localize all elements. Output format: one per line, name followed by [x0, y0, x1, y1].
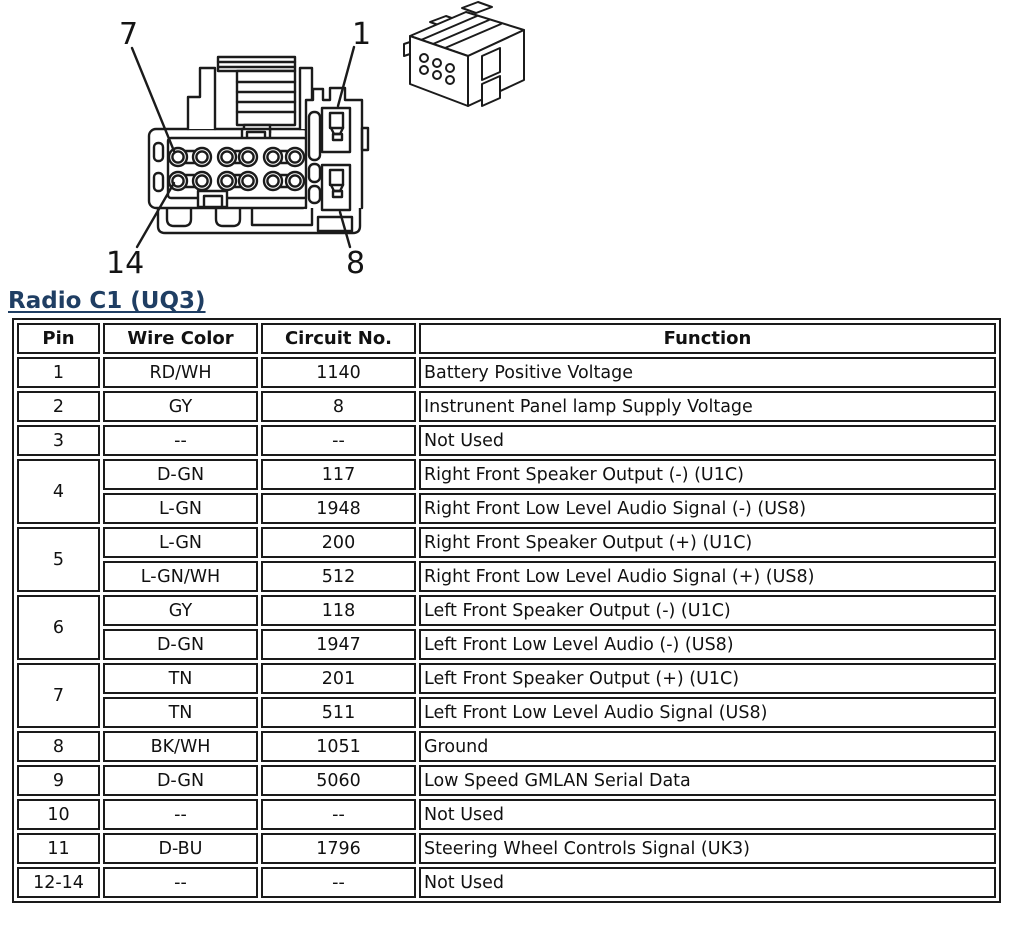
- function-cell: Not Used: [419, 425, 996, 456]
- pin-cell: 7: [17, 663, 100, 728]
- pin-cell: 9: [17, 765, 100, 796]
- wire-color-cell: D-GN: [103, 459, 258, 490]
- table-row: [17, 731, 996, 762]
- circuit-number-cell: 117: [261, 459, 416, 490]
- wire-color-cell: L-GN: [103, 527, 258, 558]
- pinout-table-body: [17, 357, 996, 898]
- pinout-table: [12, 318, 1001, 903]
- pin-cell: 6: [17, 595, 100, 660]
- wire-color-cell: D-GN: [103, 765, 258, 796]
- table-header-row: [17, 323, 996, 354]
- pin-cell: 3: [17, 425, 100, 456]
- function-cell: Instrunent Panel lamp Supply Voltage: [419, 391, 996, 422]
- circuit-number-cell: 1051: [261, 731, 416, 762]
- table-row: [17, 697, 996, 728]
- circuit-number-cell: 200: [261, 527, 416, 558]
- page-title-link[interactable]: Radio C1 (UQ3): [8, 288, 206, 314]
- table-row: [17, 391, 996, 422]
- function-cell: Right Front Speaker Output (-) (U1C): [419, 459, 996, 490]
- wire-color-cell: RD/WH: [103, 357, 258, 388]
- wire-color-cell: --: [103, 799, 258, 830]
- function-cell: Right Front Low Level Audio Signal (-) (US8): [419, 493, 996, 524]
- function-cell: Left Front Speaker Output (+) (U1C): [419, 663, 996, 694]
- function-cell: Ground: [419, 731, 996, 762]
- wire-color-cell: BK/WH: [103, 731, 258, 762]
- table-row: [17, 629, 996, 660]
- table-row: [17, 833, 996, 864]
- connector-diagram: [0, 0, 1023, 288]
- circuit-number-cell: 118: [261, 595, 416, 626]
- table-row: [17, 765, 996, 796]
- wire-color-cell: TN: [103, 697, 258, 728]
- wire-color-cell: --: [103, 425, 258, 456]
- circuit-number-cell: 8: [261, 391, 416, 422]
- wire-color-cell: D-GN: [103, 629, 258, 660]
- connector-front-view-drawing: [0, 0, 560, 288]
- wire-color-cell: TN: [103, 663, 258, 694]
- table-row: [17, 493, 996, 524]
- table-header-wire: Wire Color: [103, 323, 258, 354]
- circuit-number-cell: 1796: [261, 833, 416, 864]
- pin-cell: 4: [17, 459, 100, 524]
- table-row: [17, 561, 996, 592]
- pin-cell: 8: [17, 731, 100, 762]
- callout-label-14: 14: [106, 246, 145, 281]
- circuit-number-cell: 201: [261, 663, 416, 694]
- circuit-number-cell: 511: [261, 697, 416, 728]
- circuit-number-cell: --: [261, 867, 416, 898]
- function-cell: Steering Wheel Controls Signal (UK3): [419, 833, 996, 864]
- function-cell: Battery Positive Voltage: [419, 357, 996, 388]
- table-row: [17, 663, 996, 694]
- function-cell: Not Used: [419, 867, 996, 898]
- circuit-number-cell: 1140: [261, 357, 416, 388]
- table-row: [17, 425, 996, 456]
- function-cell: Left Front Speaker Output (-) (U1C): [419, 595, 996, 626]
- table-row: [17, 527, 996, 558]
- table-row: [17, 799, 996, 830]
- circuit-number-cell: --: [261, 425, 416, 456]
- wire-color-cell: L-GN: [103, 493, 258, 524]
- function-cell: Right Front Low Level Audio Signal (+) (US8): [419, 561, 996, 592]
- table-row: [17, 867, 996, 898]
- table-row: [17, 357, 996, 388]
- table-header-circuit: Circuit No.: [261, 323, 416, 354]
- circuit-number-cell: 1947: [261, 629, 416, 660]
- wire-color-cell: GY: [103, 595, 258, 626]
- pin-cell: 2: [17, 391, 100, 422]
- function-cell: Left Front Low Level Audio Signal (US8): [419, 697, 996, 728]
- pin-cell: 10: [17, 799, 100, 830]
- pin-cell: 12-14: [17, 867, 100, 898]
- pin-cell: 5: [17, 527, 100, 592]
- circuit-number-cell: 512: [261, 561, 416, 592]
- circuit-number-cell: --: [261, 799, 416, 830]
- callout-label-8: 8: [346, 246, 366, 281]
- table-row: [17, 595, 996, 626]
- function-cell: Left Front Low Level Audio (-) (US8): [419, 629, 996, 660]
- wire-color-cell: L-GN/WH: [103, 561, 258, 592]
- circuit-number-cell: 1948: [261, 493, 416, 524]
- callout-label-1: 1: [352, 17, 372, 52]
- callout-label-7: 7: [119, 17, 139, 52]
- wire-color-cell: --: [103, 867, 258, 898]
- wire-color-cell: GY: [103, 391, 258, 422]
- pin-cell: 11: [17, 833, 100, 864]
- function-cell: Low Speed GMLAN Serial Data: [419, 765, 996, 796]
- circuit-number-cell: 5060: [261, 765, 416, 796]
- function-cell: Not Used: [419, 799, 996, 830]
- function-cell: Right Front Speaker Output (+) (U1C): [419, 527, 996, 558]
- table-header-function: Function: [419, 323, 996, 354]
- pin-cell: 1: [17, 357, 100, 388]
- table-row: [17, 459, 996, 490]
- wire-color-cell: D-BU: [103, 833, 258, 864]
- table-header-pin: Pin: [17, 323, 100, 354]
